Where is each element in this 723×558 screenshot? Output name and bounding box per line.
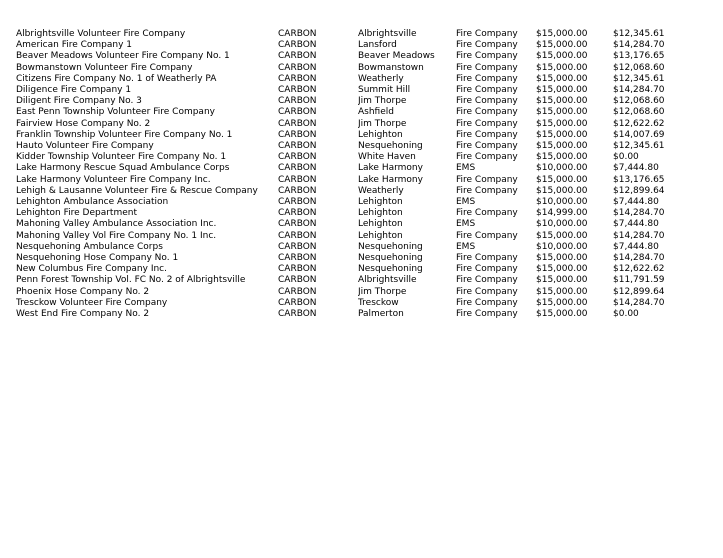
table-row: [16, 242, 716, 253]
cell-amount_expended: $14,284.70: [613, 208, 665, 219]
cell-amount_expended: $12,622.62: [613, 118, 665, 129]
cell-county: CARBON: [278, 241, 317, 252]
cell-company_type: EMS: [456, 241, 476, 252]
cell-organization: Lake Harmony Volunteer Fire Company Inc.: [16, 174, 211, 185]
table-row: [16, 298, 716, 309]
cell-county: CARBON: [278, 264, 317, 275]
cell-amount_expended: $13,176.65: [613, 174, 665, 185]
cell-municipality: Lehighton: [358, 208, 403, 219]
cell-amount_expended: $12,345.61: [613, 141, 665, 152]
table-row: [16, 287, 716, 298]
cell-county: CARBON: [278, 219, 317, 230]
fire-company-grant-table: [16, 29, 716, 320]
cell-company_type: Fire Company: [456, 73, 518, 84]
cell-amount_expended: $12,068.60: [613, 96, 665, 107]
cell-allocation: $15,000.00: [536, 51, 588, 62]
cell-county: CARBON: [278, 275, 317, 286]
cell-municipality: Tresckow: [358, 297, 399, 308]
cell-organization: Beaver Meadows Volunteer Fire Company No. 1: [16, 51, 230, 62]
cell-company_type: Fire Company: [456, 297, 518, 308]
cell-county: CARBON: [278, 141, 317, 152]
cell-amount_expended: $7,444.80: [613, 219, 659, 230]
cell-organization: New Columbus Fire Company Inc.: [16, 264, 167, 275]
cell-allocation: $15,000.00: [536, 174, 588, 185]
table-body: [16, 29, 716, 320]
table-row: [16, 253, 716, 264]
cell-organization: Bowmanstown Volunteer Fire Company: [16, 62, 193, 73]
table-row: [16, 309, 716, 320]
table-row: [16, 85, 716, 96]
cell-municipality: Nesquehoning: [358, 141, 423, 152]
table-row: [16, 208, 716, 219]
cell-municipality: Lehighton: [358, 197, 403, 208]
cell-organization: Tresckow Volunteer Fire Company: [16, 297, 168, 308]
cell-allocation: $15,000.00: [536, 309, 588, 320]
table-row: [16, 119, 716, 130]
cell-company_type: Fire Company: [456, 309, 518, 320]
cell-company_type: Fire Company: [456, 62, 518, 73]
cell-amount_expended: $13,176.65: [613, 51, 665, 62]
cell-municipality: Weatherly: [358, 185, 404, 196]
cell-company_type: Fire Company: [456, 107, 518, 118]
table-row: [16, 130, 716, 141]
cell-organization: Lehighton Fire Department: [16, 208, 137, 219]
cell-company_type: Fire Company: [456, 275, 518, 286]
cell-organization: West End Fire Company No. 2: [16, 309, 150, 320]
cell-municipality: Ashfield: [358, 107, 394, 118]
cell-allocation: $15,000.00: [536, 152, 588, 163]
cell-organization: Mahoning Valley Vol Fire Company No. 1 Inc.: [16, 230, 217, 241]
cell-county: CARBON: [278, 129, 317, 140]
table-row: [16, 219, 716, 230]
cell-county: CARBON: [278, 40, 317, 51]
cell-allocation: $15,000.00: [536, 118, 588, 129]
table-row: [16, 186, 716, 197]
cell-municipality: Lehighton: [358, 230, 403, 241]
cell-municipality: Palmerton: [358, 309, 404, 320]
cell-organization: Albrightsville Volunteer Fire Company: [16, 29, 186, 39]
cell-organization: Diligent Fire Company No. 3: [16, 96, 142, 107]
cell-company_type: EMS: [456, 219, 476, 230]
cell-company_type: Fire Company: [456, 208, 518, 219]
cell-municipality: Lake Harmony: [358, 174, 423, 185]
cell-organization: Kidder Township Volunteer Fire Company No. 1: [16, 152, 227, 163]
cell-organization: Diligence Fire Company 1: [16, 85, 132, 96]
cell-company_type: Fire Company: [456, 85, 518, 96]
cell-county: CARBON: [278, 197, 317, 208]
cell-organization: Lehighton Ambulance Association: [16, 197, 169, 208]
cell-allocation: $10,000.00: [536, 197, 588, 208]
table-row: [16, 74, 716, 85]
cell-allocation: $15,000.00: [536, 107, 588, 118]
table-row: [16, 96, 716, 107]
cell-municipality: Summit Hill: [358, 85, 411, 96]
cell-amount_expended: $7,444.80: [613, 163, 659, 174]
cell-organization: Citizens Fire Company No. 1 of Weatherly PA: [16, 73, 217, 84]
table-row: [16, 141, 716, 152]
cell-company_type: Fire Company: [456, 286, 518, 297]
cell-municipality: Jim Thorpe: [358, 118, 407, 129]
cell-company_type: Fire Company: [456, 264, 518, 275]
cell-amount_expended: $0.00: [613, 309, 639, 320]
cell-organization: Franklin Township Volunteer Fire Company No. 1: [16, 129, 233, 140]
cell-amount_expended: $12,068.60: [613, 62, 665, 73]
cell-municipality: Lehighton: [358, 219, 403, 230]
cell-county: CARBON: [278, 286, 317, 297]
cell-municipality: Weatherly: [358, 73, 404, 84]
cell-county: CARBON: [278, 253, 317, 264]
cell-company_type: Fire Company: [456, 118, 518, 129]
table-row: [16, 163, 716, 174]
cell-organization: Nesquehoning Hose Company No. 1: [16, 253, 179, 264]
cell-company_type: Fire Company: [456, 141, 518, 152]
cell-organization: Lake Harmony Rescue Squad Ambulance Corps: [16, 163, 230, 174]
cell-company_type: Fire Company: [456, 174, 518, 185]
cell-allocation: $10,000.00: [536, 163, 588, 174]
cell-amount_expended: $11,791.59: [613, 275, 665, 286]
table-row: [16, 63, 716, 74]
cell-allocation: $15,000.00: [536, 297, 588, 308]
cell-organization: Hauto Volunteer Fire Company: [16, 141, 154, 152]
cell-organization: Lehigh & Lausanne Volunteer Fire & Rescue Company: [16, 185, 258, 196]
cell-company_type: Fire Company: [456, 129, 518, 140]
cell-organization: Fairview Hose Company No. 2: [16, 118, 151, 129]
cell-county: CARBON: [278, 96, 317, 107]
cell-municipality: Nesquehoning: [358, 241, 423, 252]
cell-municipality: Lansford: [358, 40, 397, 51]
cell-allocation: $15,000.00: [536, 85, 588, 96]
cell-allocation: $15,000.00: [536, 129, 588, 140]
cell-allocation: $15,000.00: [536, 275, 588, 286]
table-row: [16, 40, 716, 51]
cell-amount_expended: $12,899.64: [613, 286, 665, 297]
cell-company_type: Fire Company: [456, 40, 518, 51]
cell-company_type: Fire Company: [456, 96, 518, 107]
cell-allocation: $15,000.00: [536, 253, 588, 264]
cell-allocation: $15,000.00: [536, 96, 588, 107]
cell-amount_expended: $12,068.60: [613, 107, 665, 118]
cell-municipality: Nesquehoning: [358, 253, 423, 264]
cell-county: CARBON: [278, 309, 317, 320]
cell-allocation: $15,000.00: [536, 29, 588, 39]
cell-amount_expended: $12,345.61: [613, 73, 665, 84]
cell-organization: Penn Forest Township Vol. FC No. 2 of Albrightsville: [16, 275, 246, 286]
table-row: [16, 107, 716, 118]
cell-amount_expended: $0.00: [613, 152, 639, 163]
cell-municipality: Jim Thorpe: [358, 286, 407, 297]
cell-allocation: $15,000.00: [536, 141, 588, 152]
cell-amount_expended: $7,444.80: [613, 197, 659, 208]
cell-municipality: White Haven: [358, 152, 416, 163]
cell-county: CARBON: [278, 73, 317, 84]
cell-county: CARBON: [278, 208, 317, 219]
cell-county: CARBON: [278, 29, 317, 39]
cell-municipality: Lehighton: [358, 129, 403, 140]
cell-county: CARBON: [278, 174, 317, 185]
cell-municipality: Albrightsville: [358, 275, 417, 286]
cell-allocation: $15,000.00: [536, 264, 588, 275]
cell-amount_expended: $7,444.80: [613, 241, 659, 252]
table-row: [16, 152, 716, 163]
table-row: [16, 231, 716, 242]
table-row: [16, 264, 716, 275]
cell-county: CARBON: [278, 185, 317, 196]
cell-organization: American Fire Company 1: [16, 40, 133, 51]
cell-organization: Nesquehoning Ambulance Corps: [16, 241, 163, 252]
cell-allocation: $14,999.00: [536, 208, 588, 219]
cell-organization: Mahoning Valley Ambulance Association Inc.: [16, 219, 217, 230]
cell-county: CARBON: [278, 118, 317, 129]
cell-municipality: Bowmanstown: [358, 62, 424, 73]
cell-amount_expended: $14,284.70: [613, 230, 665, 241]
cell-county: CARBON: [278, 230, 317, 241]
cell-amount_expended: $14,007.69: [613, 129, 665, 140]
cell-allocation: $15,000.00: [536, 185, 588, 196]
cell-county: CARBON: [278, 297, 317, 308]
cell-county: CARBON: [278, 51, 317, 62]
cell-company_type: Fire Company: [456, 51, 518, 62]
cell-amount_expended: $14,284.70: [613, 297, 665, 308]
cell-amount_expended: $14,284.70: [613, 40, 665, 51]
cell-municipality: Lake Harmony: [358, 163, 423, 174]
cell-allocation: $10,000.00: [536, 219, 588, 230]
table-row: [16, 275, 716, 286]
cell-amount_expended: $14,284.70: [613, 253, 665, 264]
cell-company_type: Fire Company: [456, 29, 518, 39]
cell-company_type: EMS: [456, 163, 476, 174]
cell-amount_expended: $12,622.62: [613, 264, 665, 275]
cell-amount_expended: $12,899.64: [613, 185, 665, 196]
cell-amount_expended: $12,345.61: [613, 29, 665, 39]
table-row: [16, 175, 716, 186]
cell-organization: East Penn Township Volunteer Fire Company: [16, 107, 215, 118]
cell-organization: Phoenix Hose Company No. 2: [16, 286, 150, 297]
cell-allocation: $15,000.00: [536, 62, 588, 73]
cell-municipality: Beaver Meadows: [358, 51, 435, 62]
cell-municipality: Albrightsville: [358, 29, 417, 39]
cell-allocation: $15,000.00: [536, 73, 588, 84]
table-row: [16, 51, 716, 62]
cell-municipality: Nesquehoning: [358, 264, 423, 275]
cell-company_type: EMS: [456, 197, 476, 208]
cell-company_type: Fire Company: [456, 152, 518, 163]
cell-county: CARBON: [278, 107, 317, 118]
cell-allocation: $15,000.00: [536, 40, 588, 51]
cell-company_type: Fire Company: [456, 230, 518, 241]
cell-allocation: $10,000.00: [536, 241, 588, 252]
cell-county: CARBON: [278, 85, 317, 96]
table-row: [16, 197, 716, 208]
cell-county: CARBON: [278, 62, 317, 73]
table-row: [16, 29, 716, 40]
cell-county: CARBON: [278, 152, 317, 163]
cell-municipality: Jim Thorpe: [358, 96, 407, 107]
cell-company_type: Fire Company: [456, 185, 518, 196]
cell-allocation: $15,000.00: [536, 286, 588, 297]
cell-amount_expended: $14,284.70: [613, 85, 665, 96]
cell-allocation: $15,000.00: [536, 230, 588, 241]
cell-company_type: Fire Company: [456, 253, 518, 264]
cell-county: CARBON: [278, 163, 317, 174]
